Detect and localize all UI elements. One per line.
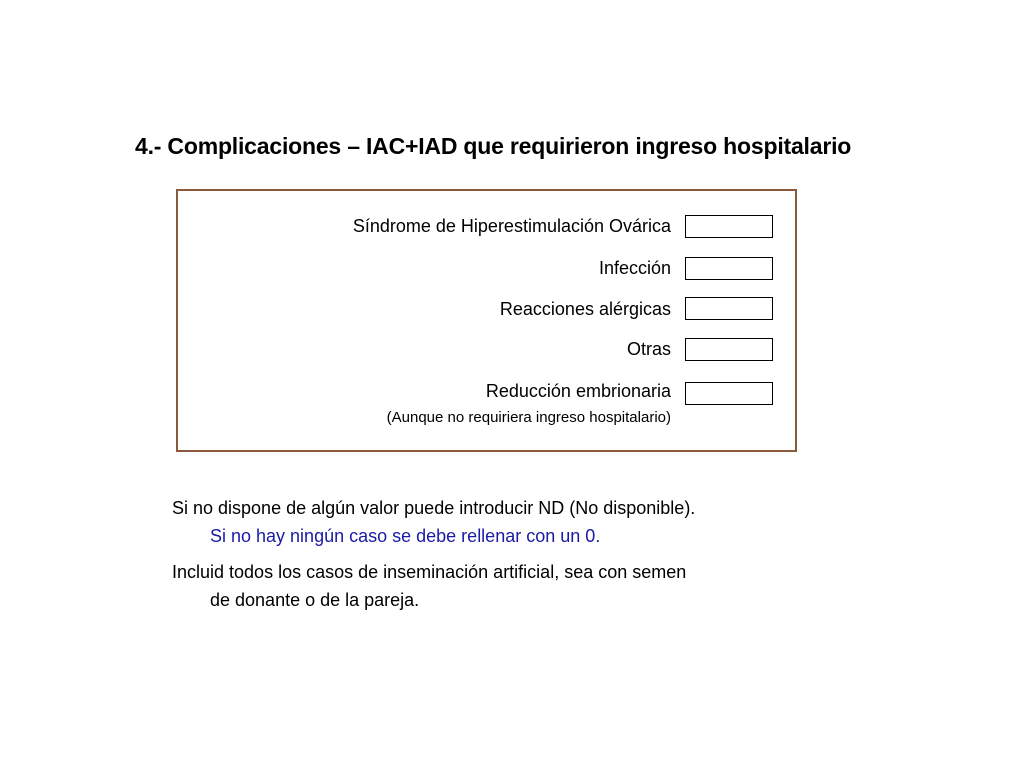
row-label-allergic-reactions: Reacciones alérgicas [499, 299, 671, 319]
input-ohss[interactable] [685, 215, 773, 238]
input-other[interactable] [685, 338, 773, 361]
embryo-reduction-note: (Aunque no requiriera ingreso hospitalario) [386, 409, 671, 426]
note-insemination-line2: de donante o de la pareja. [210, 590, 420, 610]
input-infection[interactable] [685, 257, 773, 280]
input-allergic-reactions[interactable] [685, 297, 773, 320]
row-label-embryo-reduction: Reducción embrionaria [485, 381, 671, 401]
note-spacer [172, 550, 812, 558]
note-zero-line: Si no hay ningún caso se debe rellenar con un 0. [210, 526, 601, 546]
row-label-other: Otras [626, 339, 671, 359]
note-insemination-line1: Incluid todos los casos de inseminación artificial, sea con semen [172, 562, 687, 582]
instructions [172, 494, 812, 614]
row-label-infection: Infección [598, 258, 671, 278]
note-nd-line1: Si no dispone de algún valor puede introducir ND (No disponible). [172, 498, 696, 518]
input-embryo-reduction[interactable] [685, 382, 773, 405]
row-label-ohss: Síndrome de Hiperestimulación Ovárica [352, 216, 671, 236]
slide-title: 4.- Complicaciones – IAC+IAD que requirieron ingreso hospitalario [135, 133, 852, 159]
